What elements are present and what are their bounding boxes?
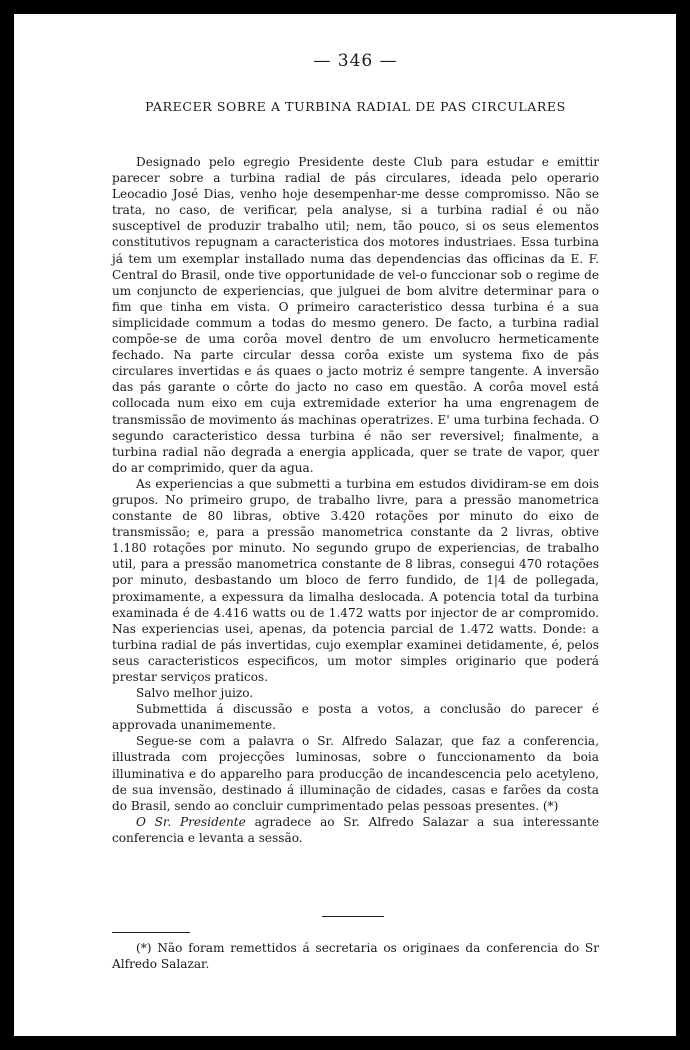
closing-paragraph	[112, 814, 599, 846]
page-title: PARECER SOBRE A TURBINA RADIAL DE PAS CIRCULARES	[145, 99, 566, 114]
paragraph-5: Segue-se com a palavra o Sr. Alfredo Salazar, que faz a conferencia, illustrada com projecções luminosas, sobre o funccionamento da boia illuminativa e do apparelho para producção de incandescencia pelo acetyleno, de sua invensão, destinado á illuminação de cidades, casas e farões da costa do Brasil, sendo ao concluir cumprimentado pelas pessoas presentes. (*)	[112, 734, 599, 813]
footnote-rule	[112, 932, 190, 933]
document-page	[14, 14, 676, 1036]
closing-italic-lead: O Sr. Presidente	[136, 814, 246, 829]
paragraph-2: As experiencias a que submetti a turbina em estudos dividiram-se em dois grupos. No primeiro grupo, de trabalho livre, para a pressão manometrica constante de 80 libras, obtive 3.420 rotações por minuto do eixo de transmissão; e, para a pressão manometrica constante da 2 livras, obtive 1.180 rotações por minuto. No segundo grupo de experiencias, de trabalho util, para a pressão manometrica constante de 8 libras, consegui 470 rotações por minuto, desbastando um bloco de ferro fundido, de 1|4 de pollegada, proximamente, a expessura da limalha deslocada. A potencia total da turbina examinada é de 4.416 watts ou de 1.472 watts por injector de ar compromido. Nas experiencias usei, apenas, da potencia parcial de 1.472 watts. Donde: a turbina radial de pás invertidas, cujo exemplar examinei detidamente, é, pelos seus caracteristicos especificos, um motor simples originario que poderá prestar serviços praticos.	[112, 476, 599, 684]
paragraph-3: Salvo melhor juizo.	[136, 686, 254, 701]
section-divider	[322, 916, 384, 917]
closing-text: agradece ao Sr. Alfredo Salazar a sua interessante conferencia e levanta a sessão.	[112, 814, 599, 845]
body-text	[112, 154, 599, 846]
footnote: (*) Não foram remettidos á secretaria os originaes da conferencia do Sr Alfredo Salazar.	[112, 941, 599, 971]
paragraph-4: Submettida á discussão e posta a votos, a conclusão do parecer é approvada unanimemente.	[112, 702, 599, 733]
page-number: — 346 —	[313, 51, 398, 71]
paragraph-1: Designado pelo egregio Presidente deste Club para estudar e emittir parecer sobre a turbina radial de pás circulares, ideada pelo operario Leocadio José Dias, venho hoje desempenhar-me desse compromisso. Não se trata, no caso, de verificar, pela analyse, si a turbina radial é ou não susceptivel de produzir trabalho util; nem, tão pouco, si os seus elementos constitutivos repugnam a caracteristica dos motores industriaes. Essa turbina já tem um exemplar installado numa das dependencias das officinas da E. F. Central do Brasil, onde tive opportunidade de vel-o funccionar sob o regime de um conjuncto de experiencias, que julguei de bom alvitre determinar para o fim que tinha em vista. O primeiro caracteristico dessa turbina é a sua simplicidade commum a todas do mesmo genero. De facto, a turbina radial compõe-se de uma corôa movel dentro de um envolucro hermeticamente fechado. Na parte circular dessa corôa existe um systema fixo de pás circulares invertidas e ás quaes o jacto motriz é sempre tangente. A inversão das pás garante o côrte do jacto no caso em questão. A corôa movel está collocada num eixo em cuja extremidade exterior ha uma engrenagem de transmissão de movimento ás machinas operatrizes. E' uma turbina fechada. O segundo caracteristico dessa turbina é não ser reversivel; finalmente, a turbina radial não degrada a energia applicada, quer se trate de vapor, quer do ar comprimido, quer da agua.	[112, 155, 599, 475]
